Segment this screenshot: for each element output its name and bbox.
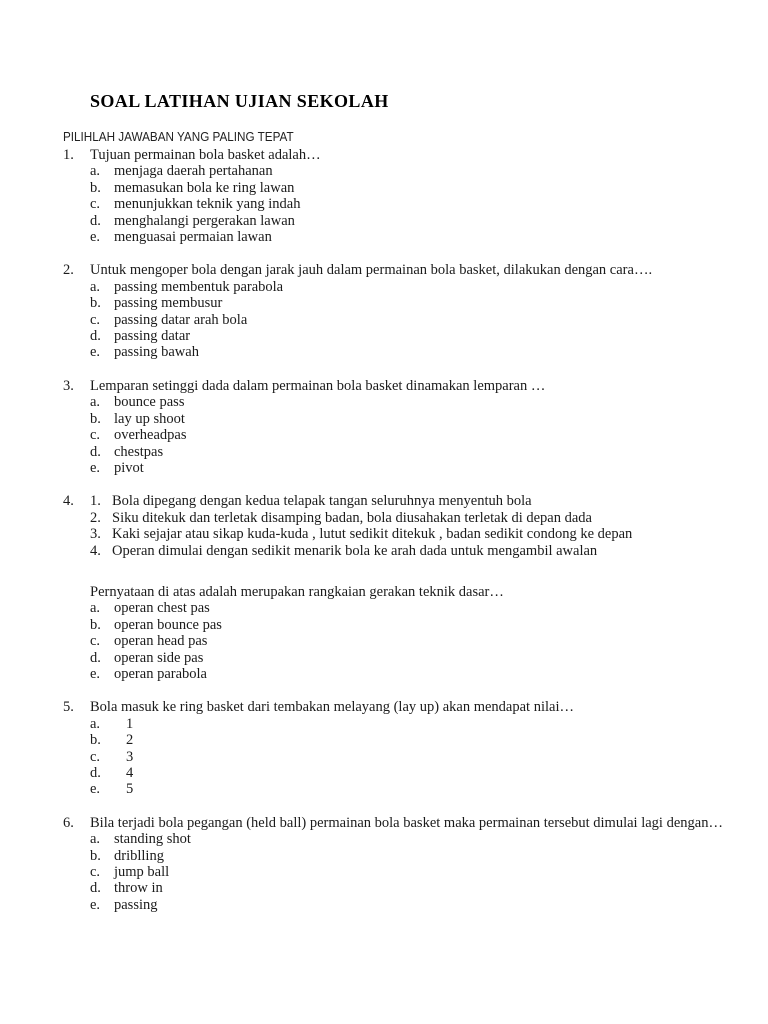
option-letter: a. (90, 600, 101, 617)
option-text: menunjukkan teknik yang indah (114, 196, 301, 213)
option-text: standing shot (114, 831, 191, 848)
question-body (90, 815, 738, 913)
question-text: Lemparan setinggi dada dalam permainan bola basket dinamakan lemparan … (90, 377, 546, 394)
statement-number: 2. (90, 509, 101, 526)
option-letter: e. (90, 781, 101, 798)
option-letter: c. (90, 311, 101, 328)
option-text: overheadpas (114, 427, 187, 444)
option-text: 5 (126, 781, 134, 798)
option-letter: b. (90, 616, 101, 633)
option (90, 196, 738, 212)
question-number: 3. (63, 377, 74, 394)
statement (90, 543, 738, 559)
statement-text: Bola dipegang dengan kedua telapak tangan seluruhnya menyentuh bola (112, 493, 532, 510)
statement-number: 3. (90, 526, 101, 543)
option-list (90, 394, 738, 476)
question-text: Bila terjadi bola pegangan (held ball) permainan bola basket maka permainan tersebut dimulai lagi dengan… (90, 814, 723, 831)
option-text: passing membusur (114, 295, 223, 312)
option-text: 1 (126, 715, 134, 732)
option-text: operan chest pas (114, 600, 210, 617)
question-body (90, 493, 738, 682)
option (90, 213, 738, 229)
statement-note: Pernyataan di atas adalah merupakan rangkaian gerakan teknik dasar… (90, 583, 504, 600)
statement-number: 4. (90, 542, 101, 559)
option-letter: b. (90, 410, 101, 427)
option (90, 295, 738, 311)
option-letter: c. (90, 864, 101, 881)
statement (90, 493, 738, 509)
page-title: SOAL LATIHAN UJIAN SEKOLAH (90, 91, 389, 111)
option-letter: e. (90, 229, 101, 246)
option (90, 460, 738, 476)
question-number: 6. (63, 814, 74, 831)
option-text: passing (114, 896, 158, 913)
question-body (90, 147, 738, 245)
statement-text: Kaki sejajar atau sikap kuda-kuda , lutut sedikit ditekuk , badan sedikit condong ke depan (112, 526, 633, 543)
option (90, 650, 738, 666)
question-number: 5. (63, 699, 74, 716)
statement-text: Operan dimulai dengan sedikit menarik bola ke arah dada untuk mengambil awalan (112, 542, 598, 559)
option-text: 4 (126, 765, 134, 781)
question (63, 147, 738, 245)
option-list (90, 831, 738, 913)
option-text: driblling (114, 847, 164, 864)
option-text: menguasai permaian lawan (114, 229, 272, 246)
option-text: operan head pas (114, 633, 208, 650)
question-body (90, 262, 738, 360)
option-letter: b. (90, 179, 101, 196)
option-letter: a. (90, 278, 101, 295)
option-text: operan side pas (114, 649, 204, 666)
option (90, 617, 738, 633)
option-text: chestpas (114, 443, 164, 460)
question (63, 815, 738, 913)
option (90, 312, 738, 328)
option (90, 411, 738, 427)
question (63, 378, 738, 476)
option (90, 831, 738, 847)
option-text: pivot (114, 459, 144, 476)
question (63, 493, 738, 682)
option (90, 633, 738, 649)
option (90, 864, 738, 880)
option-letter: b. (90, 295, 101, 312)
option (90, 163, 738, 179)
question-text: Bola masuk ke ring basket dari tembakan melayang (lay up) akan mendapat nilai… (90, 699, 574, 716)
option (90, 848, 738, 864)
question-number: 1. (63, 147, 74, 163)
option-letter: e. (90, 344, 101, 361)
question-text: Untuk mengoper bola dengan jarak jauh dalam permainan bola basket, dilakukan dengan cara…. (90, 262, 653, 279)
option-letter: a. (90, 831, 101, 848)
option-list (90, 600, 738, 682)
question-number: 4. (63, 493, 74, 510)
option-letter: b. (90, 732, 101, 749)
option-text: passing datar (114, 328, 191, 345)
option-letter: d. (90, 212, 101, 229)
option (90, 279, 738, 295)
option-letter: a. (90, 394, 101, 411)
option (90, 880, 738, 896)
option-text: 3 (126, 748, 134, 765)
question-number: 2. (63, 262, 74, 279)
option-text: jump ball (114, 864, 170, 881)
option-letter: d. (90, 880, 101, 897)
option (90, 765, 738, 781)
option-text: operan parabola (114, 665, 207, 682)
instruction-line: PILIHLAH JAWABAN YANG PALING TEPAT (63, 129, 294, 144)
statement (90, 510, 738, 526)
option-text: operan bounce pas (114, 616, 222, 633)
option (90, 732, 738, 748)
option-letter: a. (90, 163, 101, 180)
option (90, 716, 738, 732)
option-letter: a. (90, 715, 101, 732)
option (90, 666, 738, 682)
question-list (63, 147, 738, 913)
option (90, 180, 738, 196)
statement-list (90, 493, 738, 559)
question-body (90, 699, 738, 797)
option-letter: c. (90, 633, 101, 650)
option-text: menjaga daerah pertahanan (114, 163, 273, 180)
question (63, 262, 738, 360)
option-text: passing membentuk parabola (114, 278, 284, 295)
option-letter: d. (90, 649, 101, 666)
statement-number: 1. (90, 493, 101, 510)
question-body (90, 378, 738, 476)
option-letter: d. (90, 328, 101, 345)
option (90, 781, 738, 797)
option-letter: b. (90, 847, 101, 864)
option-text: lay up shoot (114, 410, 185, 427)
option-text: passing datar arah bola (114, 311, 248, 328)
option (90, 427, 738, 443)
question-text: Tujuan permainan bola basket adalah… (90, 147, 321, 163)
option-text: passing bawah (114, 344, 199, 361)
option (90, 229, 738, 245)
option (90, 600, 738, 616)
option-letter: c. (90, 427, 101, 444)
option-letter: e. (90, 665, 101, 682)
option-text: 2 (126, 732, 134, 749)
option-text: bounce pass (114, 394, 185, 411)
option-list (90, 716, 738, 798)
option-text: throw in (114, 880, 163, 897)
option (90, 897, 738, 913)
option-letter: d. (90, 443, 101, 460)
option-list (90, 279, 738, 361)
option-letter: d. (90, 765, 101, 781)
option-text: memasukan bola ke ring lawan (114, 179, 295, 196)
option (90, 444, 738, 460)
statement-text: Siku ditekuk dan terletak disamping badan, bola diusahakan terletak di depan dada (112, 509, 592, 526)
question (63, 699, 738, 797)
option-letter: e. (90, 896, 101, 913)
option-letter: e. (90, 459, 101, 476)
option (90, 344, 738, 360)
option (90, 394, 738, 410)
option-letter: c. (90, 748, 101, 765)
option (90, 749, 738, 765)
statement (90, 526, 738, 542)
option-list (90, 163, 738, 245)
option (90, 328, 738, 344)
option-letter: c. (90, 196, 101, 213)
option-text: menghalangi pergerakan lawan (114, 212, 295, 229)
